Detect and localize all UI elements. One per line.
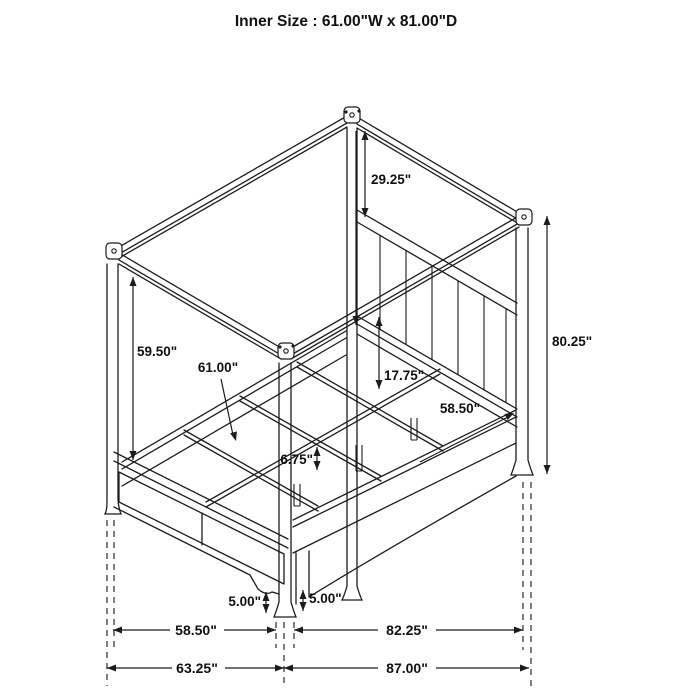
bed-platform [114,331,516,604]
dim-canopy-to-rail: 59.50" [137,344,178,359]
dimension-labels [137,172,592,676]
center-support-rail [206,369,440,507]
dim-inner-rail-width: 58.50" [439,401,481,416]
canopy-corner-cap [344,107,360,123]
dim-foot-clearance-right: 5.00" [309,591,342,606]
bed-posts [105,128,533,617]
post-head-right [511,228,533,475]
canopy-corner-cap [516,209,532,225]
dim-overall-height: 80.25" [552,334,593,349]
diagram-title: Inner Size : 61.00"W x 81.00"D [234,13,458,30]
extension-lines [107,482,531,686]
canopy-corner-cap [106,243,122,259]
footboard-with-drawers [114,452,288,594]
dim-footboard-width: 58.50" [175,622,217,638]
dim-inner-width: 61.00" [197,360,239,375]
dim-overall-depth: 87.00" [386,660,428,676]
dim-headboard-panel: 17.75" [384,368,425,383]
canopy-beams [119,116,519,359]
mattress-slats [184,362,443,511]
dim-support-leg: 6.75" [280,452,313,467]
post-head-left [342,128,362,600]
dim-foot-clearance-left: 5.00" [228,594,261,609]
dim-side-rail-length: 82.25" [386,622,428,638]
post-foot-right [274,363,296,617]
dim-overall-width: 63.25" [176,660,218,676]
dim-canopy-to-headboard: 29.25" [371,172,412,187]
canopy-frame [106,107,532,359]
